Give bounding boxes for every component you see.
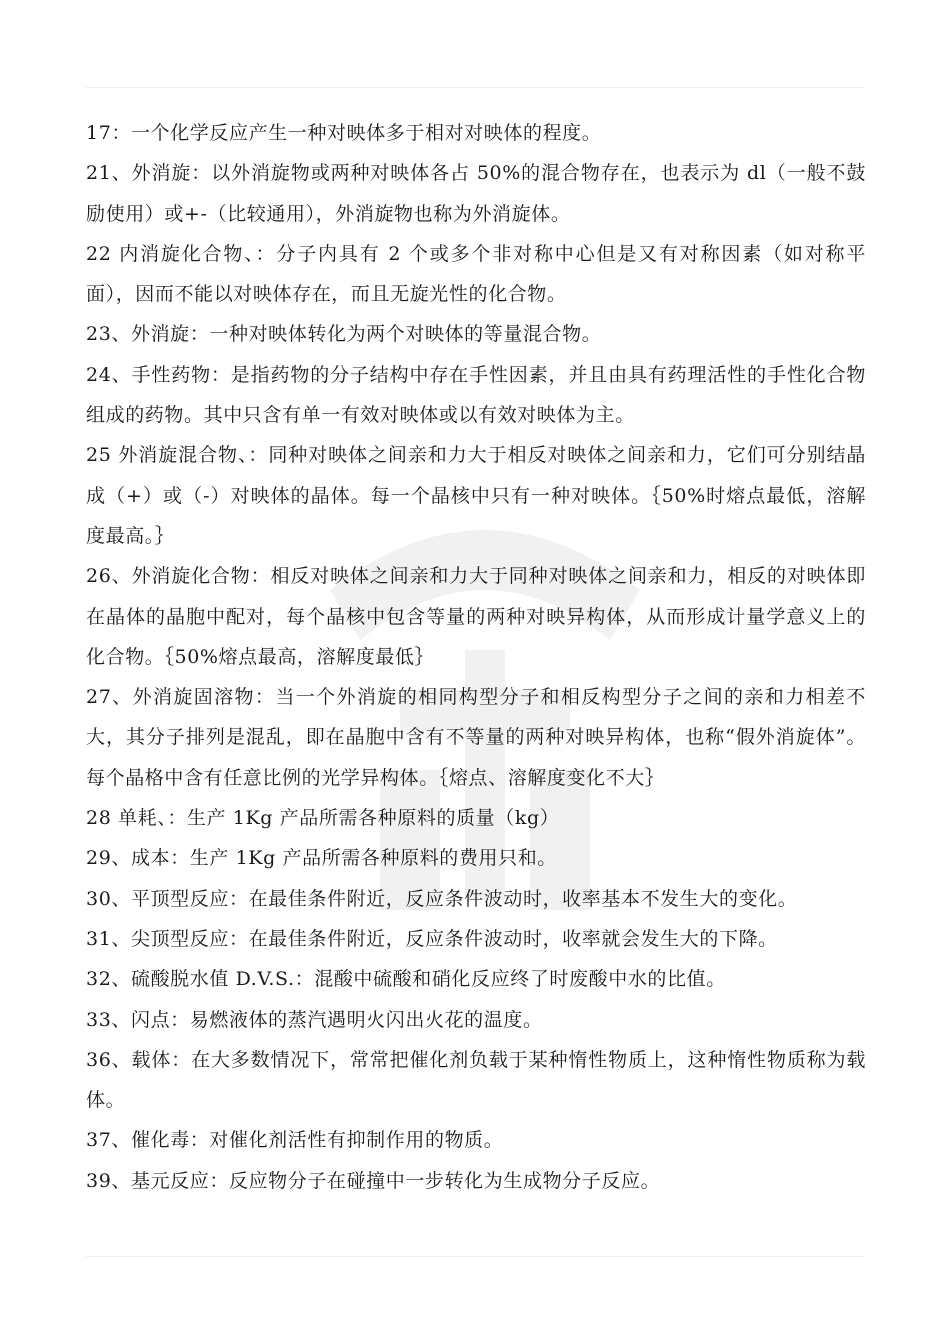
definition-entry: 21、外消旋：以外消旋物或两种对映体各占 50%的混合物存在，也表示为 dl（一般不鼓励使用）或+-（比较通用），外消旋物也称为外消旋体。	[86, 162, 866, 225]
definition-entry: 31、尖顶型反应：在最佳条件附近，反应条件波动时，收率就会发生大的下降。	[86, 927, 778, 950]
definition-entry: 28 单耗、：生产 1Kg 产品所需各种原料的质量（kg）	[86, 807, 560, 830]
header-rule	[86, 87, 864, 88]
definition-entry: 32、硫酸脱水值 D.V.S.：混酸中硫酸和硝化反应终了时废酸中水的比值。	[86, 968, 726, 991]
definition-entry: 27、外消旋固溶物：当一个外消旋的相同构型分子和相反构型分子之间的亲和力相差不大，其分子排列是混乱，即在晶胞中含有不等量的两种对映异构体，也称“假外消旋体”。每个晶格中含有任意比例的光学异构体。｛熔点、溶解度变化不大｝	[86, 686, 866, 789]
definition-entry: 33、闪点：易燃液体的蒸汽遇明火闪出火花的温度。	[86, 1008, 543, 1031]
definition-entry: 30、平顶型反应：在最佳条件附近，反应条件波动时，收率基本不发生大的变化。	[86, 887, 798, 910]
definition-entry: 39、基元反应：反应物分子在碰撞中一步转化为生成物分子反应。	[86, 1169, 661, 1192]
definition-entry: 23、外消旋：一种对映体转化为两个对映体的等量混合物。	[86, 323, 602, 346]
definition-entry: 25 外消旋混合物、：同种对映体之间亲和力大于相反对映体之间亲和力，它们可分别结晶成（+）或（-）对映体的晶体。每一个晶核中只有一种对映体。｛50%时熔点最低，溶解度最高。｝	[86, 444, 866, 547]
definition-entry: 26、外消旋化合物：相反对映体之间亲和力大于同种对映体之间亲和力，相反的对映体即在晶体的晶胞中配对，每个晶核中包含等量的两种对映异构体，从而形成计量学意义上的化合物。｛50%熔点最高，溶解度最低｝	[86, 565, 866, 668]
definition-entry: 29、成本：生产 1Kg 产品所需各种原料的费用只和。	[86, 847, 557, 870]
footer-rule	[86, 1256, 864, 1257]
definition-entry: 22 内消旋化合物、：分子内具有 2 个或多个非对称中心但是又有对称因素（如对称平面），因而不能以对映体存在，而且无旋光性的化合物。	[86, 242, 866, 306]
definition-entry: 37、催化毒：对催化剂活性有抑制作用的物质。	[86, 1129, 504, 1152]
document-body	[86, 113, 866, 1201]
definition-entry: 24、手性药物：是指药物的分子结构中存在手性因素，并且由具有药理活性的手性化合物组成的药物。其中只含有单一有效对映体或以有效对映体为主。	[86, 363, 866, 427]
definition-entry: 36、载体：在大多数情况下，常常把催化剂负载于某种惰性物质上，这种惰性物质称为载体。	[86, 1048, 866, 1112]
definition-entry: 17：一个化学反应产生一种对映体多于相对对映体的程度。	[86, 122, 602, 144]
